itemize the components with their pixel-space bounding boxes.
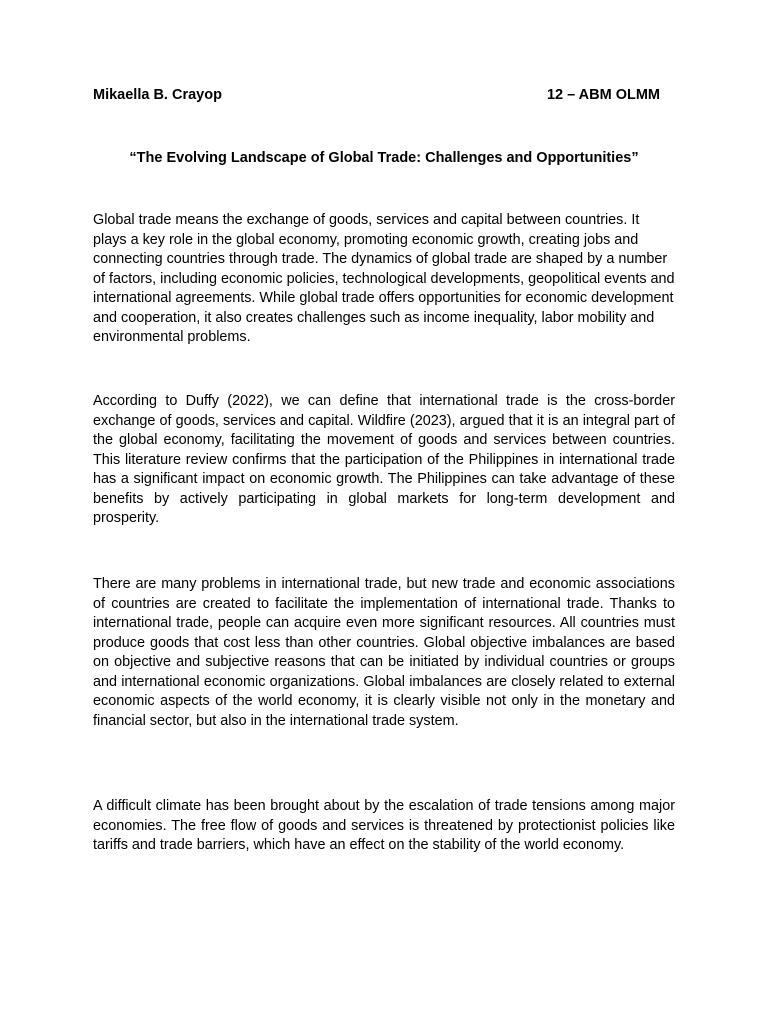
class-section: 12 – ABM OLMM (546, 87, 660, 103)
author-name: Mikaella B. Crayop (93, 87, 222, 103)
paragraph-intro: Global trade means the exchange of goods, services and capital between countries. It plays a key role in the global economy, promoting economic growth, creating jobs and connecting countries through trade. The dynamics of global trade are shaped by a number of factors, including economic policies, technological developments, geopolitical events and international agreements. While global trade offers opportunities for economic development and cooperation, it also creates challenges such as income inequality, labor mobility and environmental problems. (93, 212, 675, 345)
paragraph-trade-tensions: A difficult climate has been brought about by the escalation of trade tensions among major economies. The free flow of goods and services is threatened by protectionist policies like tariffs and trade barriers, which have an effect on the stability of the world economy. (93, 798, 675, 853)
document-header (93, 87, 660, 107)
paragraph-definition: According to Duffy (2022), we can define that international trade is the cross-border exchange of goods, services and capital. Wildfire (2023), argued that it is an integral part of the global economy, facilitating the movement of goods and services between countries. This literature review confirms that the participation of the Philippines in international trade has a significant impact on economic growth. The Philippines can take advantage of these benefits by actively participating in global markets for long-term development and prosperity. (93, 393, 675, 526)
paragraph-problems: There are many problems in international trade, but new trade and economic associations of countries are created to facilitate the implementation of international trade. Thanks to international trade, people can acquire even more significant resources. All countries must produce goods that cost less than other countries. Global objective imbalances are based on objective and subjective reasons that can be initiated by individual countries or groups and international economic organizations. Global imbalances are closely related to external economic aspects of the world economy, it is clearly visible not only in the monetary and financial sector, but also in the international trade system. (93, 576, 675, 729)
essay-title: “The Evolving Landscape of Global Trade: Challenges and Opportunities” (129, 150, 639, 166)
